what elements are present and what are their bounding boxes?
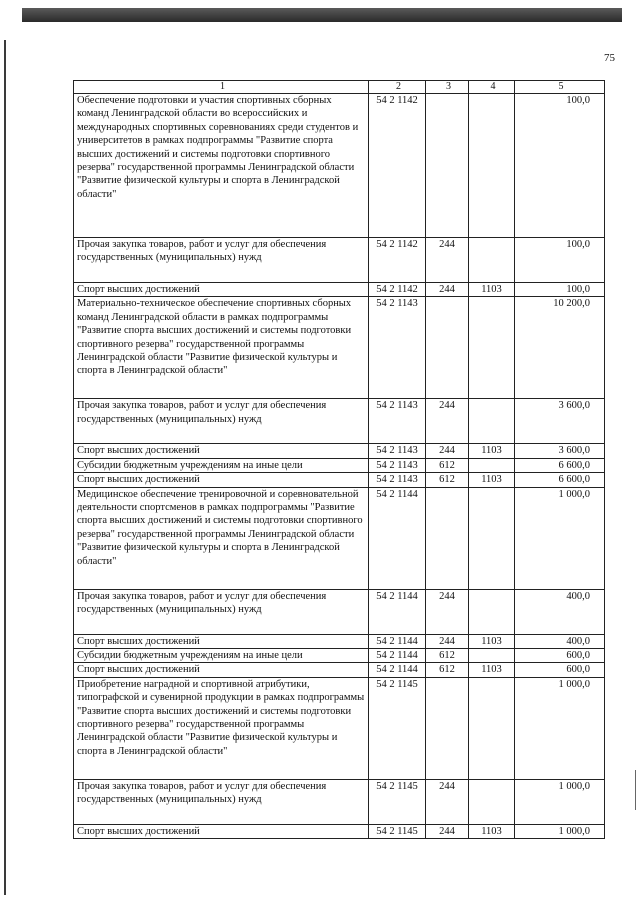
row-vr: 612 xyxy=(426,649,469,663)
row-rz xyxy=(469,297,515,399)
row-vr xyxy=(426,297,469,399)
row-csr: 54 2 1142 xyxy=(369,94,426,238)
header-col-1: 1 xyxy=(74,81,369,94)
row-csr: 54 2 1145 xyxy=(369,824,426,838)
table-row xyxy=(74,677,605,779)
row-csr: 54 2 1143 xyxy=(369,473,426,487)
row-name: Спорт высших достижений xyxy=(74,444,369,458)
table-row xyxy=(74,94,605,238)
row-rz: 1103 xyxy=(469,663,515,677)
table-row xyxy=(74,444,605,458)
row-sum: 1 000,0 xyxy=(515,779,605,824)
row-rz xyxy=(469,649,515,663)
table-row xyxy=(74,283,605,297)
row-name: Субсидии бюджетным учреждениям на иные цели xyxy=(74,458,369,472)
table-row xyxy=(74,779,605,824)
row-csr: 54 2 1144 xyxy=(369,649,426,663)
row-sum: 100,0 xyxy=(515,94,605,238)
row-csr: 54 2 1143 xyxy=(369,444,426,458)
row-name: Прочая закупка товаров, работ и услуг для обеспечения государственных (муниципальных) нужд xyxy=(74,779,369,824)
scan-edge-left xyxy=(4,40,6,895)
row-name: Спорт высших достижений xyxy=(74,634,369,648)
budget-table xyxy=(73,80,605,839)
row-name: Обеспечение подготовки и участия спортивных сборных команд Ленинградской области во всероссийских и международных спортивных соревнованиях среди студентов и университетов в рамках подпрограммы "Развитие спорта высших достижений и системы подготовки спортивного резерва" государственной программы Ленинградской области "Развитие физической культуры и спорта в Ленинградской области" xyxy=(74,94,369,238)
row-name: Спорт высших достижений xyxy=(74,663,369,677)
row-name: Прочая закупка товаров, работ и услуг для обеспечения государственных (муниципальных) нужд xyxy=(74,238,369,283)
row-name: Субсидии бюджетным учреждениям на иные цели xyxy=(74,649,369,663)
row-sum: 10 200,0 xyxy=(515,297,605,399)
row-csr: 54 2 1145 xyxy=(369,677,426,779)
row-vr: 244 xyxy=(426,444,469,458)
row-vr: 612 xyxy=(426,473,469,487)
row-rz xyxy=(469,589,515,634)
row-sum: 1 000,0 xyxy=(515,824,605,838)
row-sum: 100,0 xyxy=(515,238,605,283)
table-row xyxy=(74,589,605,634)
row-rz: 1103 xyxy=(469,473,515,487)
row-vr: 244 xyxy=(426,238,469,283)
row-csr: 54 2 1143 xyxy=(369,399,426,444)
row-vr: 612 xyxy=(426,458,469,472)
header-col-4: 4 xyxy=(469,81,515,94)
row-vr: 612 xyxy=(426,663,469,677)
header-col-2: 2 xyxy=(369,81,426,94)
header-col-3: 3 xyxy=(426,81,469,94)
row-vr: 244 xyxy=(426,779,469,824)
row-csr: 54 2 1143 xyxy=(369,297,426,399)
row-rz xyxy=(469,238,515,283)
row-sum: 6 600,0 xyxy=(515,458,605,472)
header-col-5: 5 xyxy=(515,81,605,94)
row-csr: 54 2 1144 xyxy=(369,663,426,677)
row-csr: 54 2 1142 xyxy=(369,238,426,283)
table-row xyxy=(74,458,605,472)
table-row xyxy=(74,399,605,444)
row-vr xyxy=(426,677,469,779)
table-row xyxy=(74,649,605,663)
row-sum: 600,0 xyxy=(515,663,605,677)
table-row xyxy=(74,663,605,677)
row-name: Приобретение наградной и спортивной атрибутики, типографской и сувенирной продукции в рамках подпрограммы "Развитие спорта высших достижений и системы подготовки спортивного резерва" государственной программы Ленинградской области "Развитие физической культуры и спорта в Ленинградской области" xyxy=(74,677,369,779)
row-csr: 54 2 1142 xyxy=(369,283,426,297)
scan-edge-top xyxy=(22,8,622,22)
page-number: 75 xyxy=(604,52,615,64)
row-vr: 244 xyxy=(426,399,469,444)
row-sum: 400,0 xyxy=(515,634,605,648)
table-row xyxy=(74,824,605,838)
row-rz xyxy=(469,399,515,444)
row-name: Прочая закупка товаров, работ и услуг для обеспечения государственных (муниципальных) нужд xyxy=(74,399,369,444)
row-name: Спорт высших достижений xyxy=(74,283,369,297)
row-name: Спорт высших достижений xyxy=(74,473,369,487)
row-rz: 1103 xyxy=(469,283,515,297)
table-row xyxy=(74,238,605,283)
row-rz xyxy=(469,487,515,589)
row-sum: 1 000,0 xyxy=(515,487,605,589)
row-rz: 1103 xyxy=(469,824,515,838)
row-name: Прочая закупка товаров, работ и услуг для обеспечения государственных (муниципальных) нужд xyxy=(74,589,369,634)
row-rz xyxy=(469,94,515,238)
row-rz xyxy=(469,779,515,824)
row-rz: 1103 xyxy=(469,444,515,458)
table-row xyxy=(74,473,605,487)
row-name: Медицинское обеспечение тренировочной и соревновательной деятельности спортсменов в рамках подпрограммы "Развитие спорта высших достижений и системы подготовки спортивного резерва" государственной программы Ленинградской области "Развитие физической культуры и спорта в Ленинградской области" xyxy=(74,487,369,589)
row-vr: 244 xyxy=(426,634,469,648)
row-vr: 244 xyxy=(426,589,469,634)
row-csr: 54 2 1143 xyxy=(369,458,426,472)
row-name: Спорт высших достижений xyxy=(74,824,369,838)
row-sum: 3 600,0 xyxy=(515,444,605,458)
row-sum: 1 000,0 xyxy=(515,677,605,779)
row-rz: 1103 xyxy=(469,634,515,648)
table-row xyxy=(74,297,605,399)
row-rz xyxy=(469,458,515,472)
row-vr: 244 xyxy=(426,824,469,838)
row-name: Материально-техническое обеспечение спортивных сборных команд Ленинградской области в рамках подпрограммы "Развитие спорта высших достижений и системы подготовки спортивного резерва" государственной программы Ленинградской области "Развитие физической культуры и спорта в Ленинградской области" xyxy=(74,297,369,399)
row-csr: 54 2 1145 xyxy=(369,779,426,824)
table-header-row xyxy=(74,81,605,94)
row-sum: 6 600,0 xyxy=(515,473,605,487)
row-sum: 3 600,0 xyxy=(515,399,605,444)
row-vr xyxy=(426,94,469,238)
row-rz xyxy=(469,677,515,779)
row-sum: 400,0 xyxy=(515,589,605,634)
table-row xyxy=(74,487,605,589)
row-csr: 54 2 1144 xyxy=(369,487,426,589)
row-sum: 600,0 xyxy=(515,649,605,663)
table-row xyxy=(74,634,605,648)
row-sum: 100,0 xyxy=(515,283,605,297)
row-csr: 54 2 1144 xyxy=(369,589,426,634)
row-csr: 54 2 1144 xyxy=(369,634,426,648)
scan-mark-right xyxy=(635,770,636,810)
row-vr: 244 xyxy=(426,283,469,297)
row-vr xyxy=(426,487,469,589)
